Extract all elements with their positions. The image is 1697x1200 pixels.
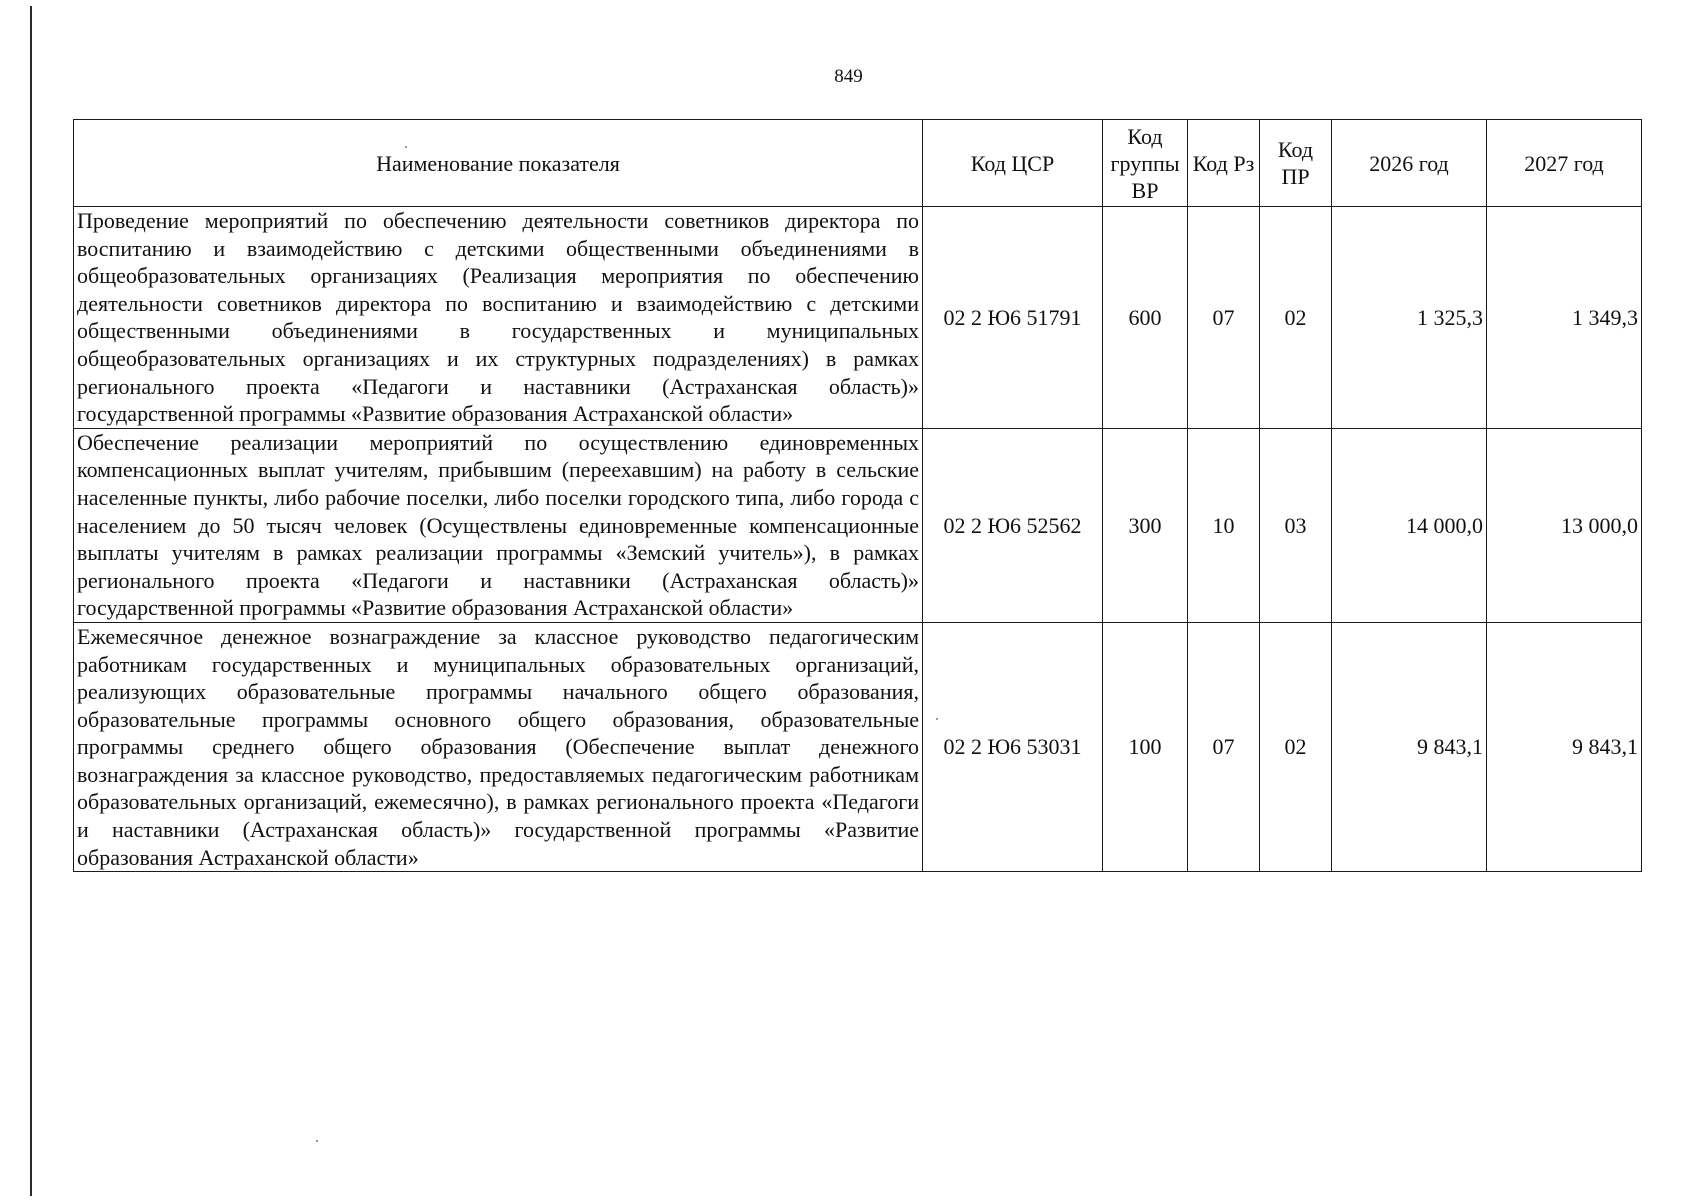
row-csr: 02 2 Ю6 51791 xyxy=(923,207,1103,429)
row-2027: 1 349,3 xyxy=(1487,207,1642,429)
scan-speck xyxy=(936,718,938,720)
header-csr: Код ЦСР xyxy=(923,120,1103,207)
row-name: Обеспечение реализации мероприятий по осуществлению единовременных компенсационных выплат учителям, прибывшим (переехавшим) на работу в сельские населенные пункты, либо рабочие поселки, либо поселки городского типа, либо города с населением до 50 тысяч человек (Осуществлены единовременные компенсационные выплаты учителям в рамках реализации программы «Земский учитель»), в рамках регионального проекта «Педагоги и наставники (Астраханская область)» государственной программы «Развитие образования Астраханской области» xyxy=(74,428,923,622)
row-2027: 13 000,0 xyxy=(1487,428,1642,622)
page-number xyxy=(0,66,1697,88)
table-row xyxy=(74,622,1642,871)
table-row xyxy=(74,207,1642,429)
row-2026: 14 000,0 xyxy=(1332,428,1487,622)
row-name: Ежемесячное денежное вознаграждение за классное руководство педагогическим работникам государственных и муниципальных образовательных организаций, реализующих образовательные программы начального общего образования, образовательные программы основного общего образования, образовательные программы среднего общего образования (Обеспечение выплат денежного вознаграждения за классное руководство, предоставляемых педагогическим работникам образовательных организаций, ежемесячно), в рамках регионального проекта «Педагоги и наставники (Астраханская область)» государственной программы «Развитие образования Астраханской области» xyxy=(74,622,923,871)
row-2026: 1 325,3 xyxy=(1332,207,1487,429)
row-vr: 300 xyxy=(1103,428,1188,622)
row-pr: 02 xyxy=(1260,622,1332,871)
header-2026: 2026 год xyxy=(1332,120,1487,207)
header-rz: Код Рз xyxy=(1188,120,1260,207)
row-pr: 02 xyxy=(1260,207,1332,429)
row-rz: 07 xyxy=(1188,622,1260,871)
row-csr: 02 2 Ю6 52562 xyxy=(923,428,1103,622)
row-pr: 03 xyxy=(1260,428,1332,622)
row-rz: 10 xyxy=(1188,428,1260,622)
row-2027: 9 843,1 xyxy=(1487,622,1642,871)
header-name: Наименование показателя xyxy=(74,120,923,207)
header-pr: Код ПР xyxy=(1260,120,1332,207)
header-vr: Код группы ВР xyxy=(1103,120,1188,207)
row-vr: 600 xyxy=(1103,207,1188,429)
binding-margin-line xyxy=(30,6,32,1196)
row-name: Проведение мероприятий по обеспечению деятельности советников директора по воспитанию и взаимодействию с детскими общественными объединениями в общеобразовательных организациях (Реализация мероприятия по обеспечению деятельности советников директора по воспитанию и взаимодействию с детскими общественными объединениями в государственных и муниципальных общеобразовательных организациях и их структурных подразделениях) в рамках регионального проекта «Педагоги и наставники (Астраханская область)» государственной программы «Развитие образования Астраханской области» xyxy=(74,207,923,429)
table-row xyxy=(74,428,1642,622)
table-header-row xyxy=(74,120,1642,207)
header-2027: 2027 год xyxy=(1487,120,1642,207)
row-csr: 02 2 Ю6 53031 xyxy=(923,622,1103,871)
scan-speck xyxy=(405,146,407,148)
row-vr: 100 xyxy=(1103,622,1188,871)
page-number-text: 849 xyxy=(834,66,863,87)
row-rz: 07 xyxy=(1188,207,1260,429)
scan-speck xyxy=(316,1140,318,1142)
row-2026: 9 843,1 xyxy=(1332,622,1487,871)
budget-table xyxy=(73,119,1642,872)
